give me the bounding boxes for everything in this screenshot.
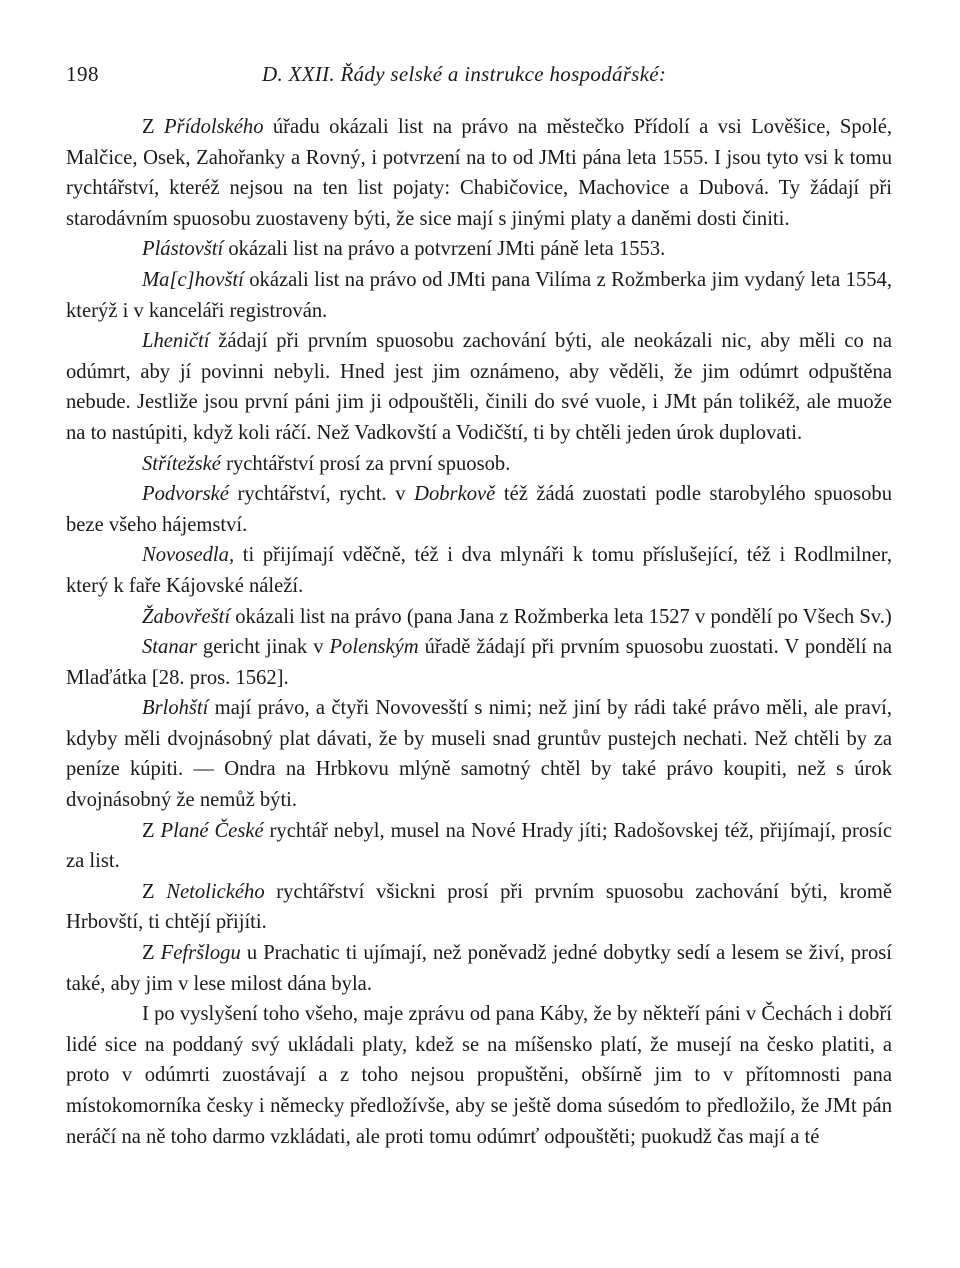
place-name: Přídolského <box>163 116 264 138</box>
paragraph-text: Z <box>142 880 167 903</box>
paragraph-text: rychtářství prosí za první spuosob. <box>220 452 511 475</box>
running-title: D. XXII. Řády selské a instrukce hospodářské: <box>262 62 667 86</box>
paragraph <box>66 540 892 601</box>
paragraph-text: gericht jinak v <box>196 636 330 659</box>
paragraph-text: Z <box>142 819 161 842</box>
paragraph <box>66 479 892 540</box>
paragraph <box>66 265 892 326</box>
place-name: Polenským <box>329 636 419 659</box>
paragraph <box>66 112 892 234</box>
paragraph <box>66 693 892 815</box>
paragraph-text: Z <box>142 116 164 138</box>
paragraph <box>66 234 892 265</box>
paragraph-text: I po vyslyšení toho všeho, maje zprávu od pana Káby, že by někteří páni v Čechách i dobří lidé sice na poddaný svý ukládali platy, kdež se na míšensko platí, že musejí na česko platiti, a proto v odúmrti zuostávají a z toho nejsou propuštěni, obšírně jim to v přítomnosti pana místokomorníka česky i německy předložívše, aby se ještě doma súsedóm to předložilo, že JMt pán neráčí na ně toho darmo vzkládati, ale proti tomu odúmrť odpouštěti; puokudž čas mají a té <box>66 1003 892 1148</box>
place-name: Ma[c]hovští <box>142 268 244 291</box>
paragraph-text: Z <box>142 942 161 965</box>
place-name: Fefršlogu <box>160 942 241 965</box>
paragraph-text: u Prachatic ti ujímají, než poněvadž jedné dobytky sedí a lesem se živí, prosí také, aby jim v lese milost dána byla. <box>66 942 892 995</box>
paragraph <box>66 877 892 938</box>
paragraph-text: ti přijímají vděčně, též i dva mlynáři k tomu příslušející, též i Rodlmilner, který k faře Kájovské náleží. <box>66 544 892 597</box>
paragraph-text: rychtářství všickni prosí při prvním spuosobu zachování býti, kromě Hrbovští, ti chtějí přijíti. <box>66 880 892 934</box>
paragraph-text: okázali list na právo (pana Jana z Rožmberka leta 1527 v pondělí po Všech Sv.) <box>230 605 892 628</box>
paragraph-text: okázali list na právo od JMti pana Vilíma z Rožmberka jim vydaný leta 1554, kterýž i v kanceláři registrován. <box>66 268 892 322</box>
body-text <box>66 112 892 1152</box>
place-name: Plástovští <box>142 238 224 261</box>
paragraph-text: okázali list na právo a potvrzení JMti páně leta 1553. <box>223 238 666 261</box>
paragraph <box>66 938 892 999</box>
place-name: Stanar <box>142 636 197 659</box>
place-name: Plané České <box>160 819 264 842</box>
paragraph-text: mají právo, a čtyři Novovesští s nimi; než jiní by rádi také právo měli, ale praví, kdyby měli dvojnásobný plat dávati, že by museli snad gruntův pustejch nechati. Než chtěli by za peníze kúpiti. — Ondra na Hrbkovu mlýně samotný chtěl by také právo koupiti, než s úrok dvojnásobný že nemůž býti. <box>66 697 892 812</box>
place-name: Dobrkově <box>414 483 496 506</box>
place-name: Žabovřeští <box>142 605 231 628</box>
paragraph-text: úřadu okázali list na právo na městečko Přídolí a vsi Lověšice, Spolé, Malčice, Osek, Zahořanky a Rovný, i potvrzení na to od JMti pána leta 1555. I jsou tyto vsi k tomu rychtářství, kteréž nejsou na ten list pojaty: Chabičovice, Machovice a Dubová. Ty žádají při starodávním spuosobu zuostaveny býti, že sice mají s jinými platy a daněmi dosti činiti. <box>66 116 892 230</box>
place-name: Brlohští <box>142 697 209 720</box>
paragraph-text: žádají při prvním spuosobu zachování býti, ale neokázali nic, aby měli co na odúmrt, aby jí povinni nebyli. Hned jest jim oznámeno, aby věděli, že jim odúmrt odpuštěna nebude. Jestliže jsou první páni jim ji odpouštěli, činili do své vuole, i JMt pán tolikéž, ale muože na to nastúpiti, když koli ráčí. Než Vadkovští a Vodičští, ti by chtěli jeden úrok duplovati. <box>66 330 892 444</box>
place-name: Podvorské <box>142 483 229 506</box>
paragraph <box>66 999 892 1152</box>
paragraph <box>66 326 892 448</box>
paragraph-text: rychtářství, rycht. v <box>228 483 415 506</box>
paragraph-text: úřadě žádají při prvním spuosobu zuostati. V pondělí na Mlaďátka [28. pros. 1562]. <box>66 636 892 689</box>
paragraph <box>66 632 892 693</box>
paragraph-text: též žádá zuostati podle starobylého spuosobu beze všeho hájemství. <box>66 483 892 536</box>
paragraph <box>66 816 892 877</box>
paragraph <box>66 449 892 480</box>
place-name: Lheničtí <box>142 330 210 353</box>
place-name: Střítežské <box>142 452 221 475</box>
page-header <box>62 60 898 94</box>
place-name: Netolického <box>166 880 265 903</box>
paragraph-text: rychtář nebyl, musel na Nové Hrady jíti; Radošovskej též, přijímají, prosíc za list. <box>66 819 892 873</box>
page-number: 198 <box>66 62 99 86</box>
place-name: Novosedla, <box>142 544 235 567</box>
paragraph <box>66 602 892 633</box>
